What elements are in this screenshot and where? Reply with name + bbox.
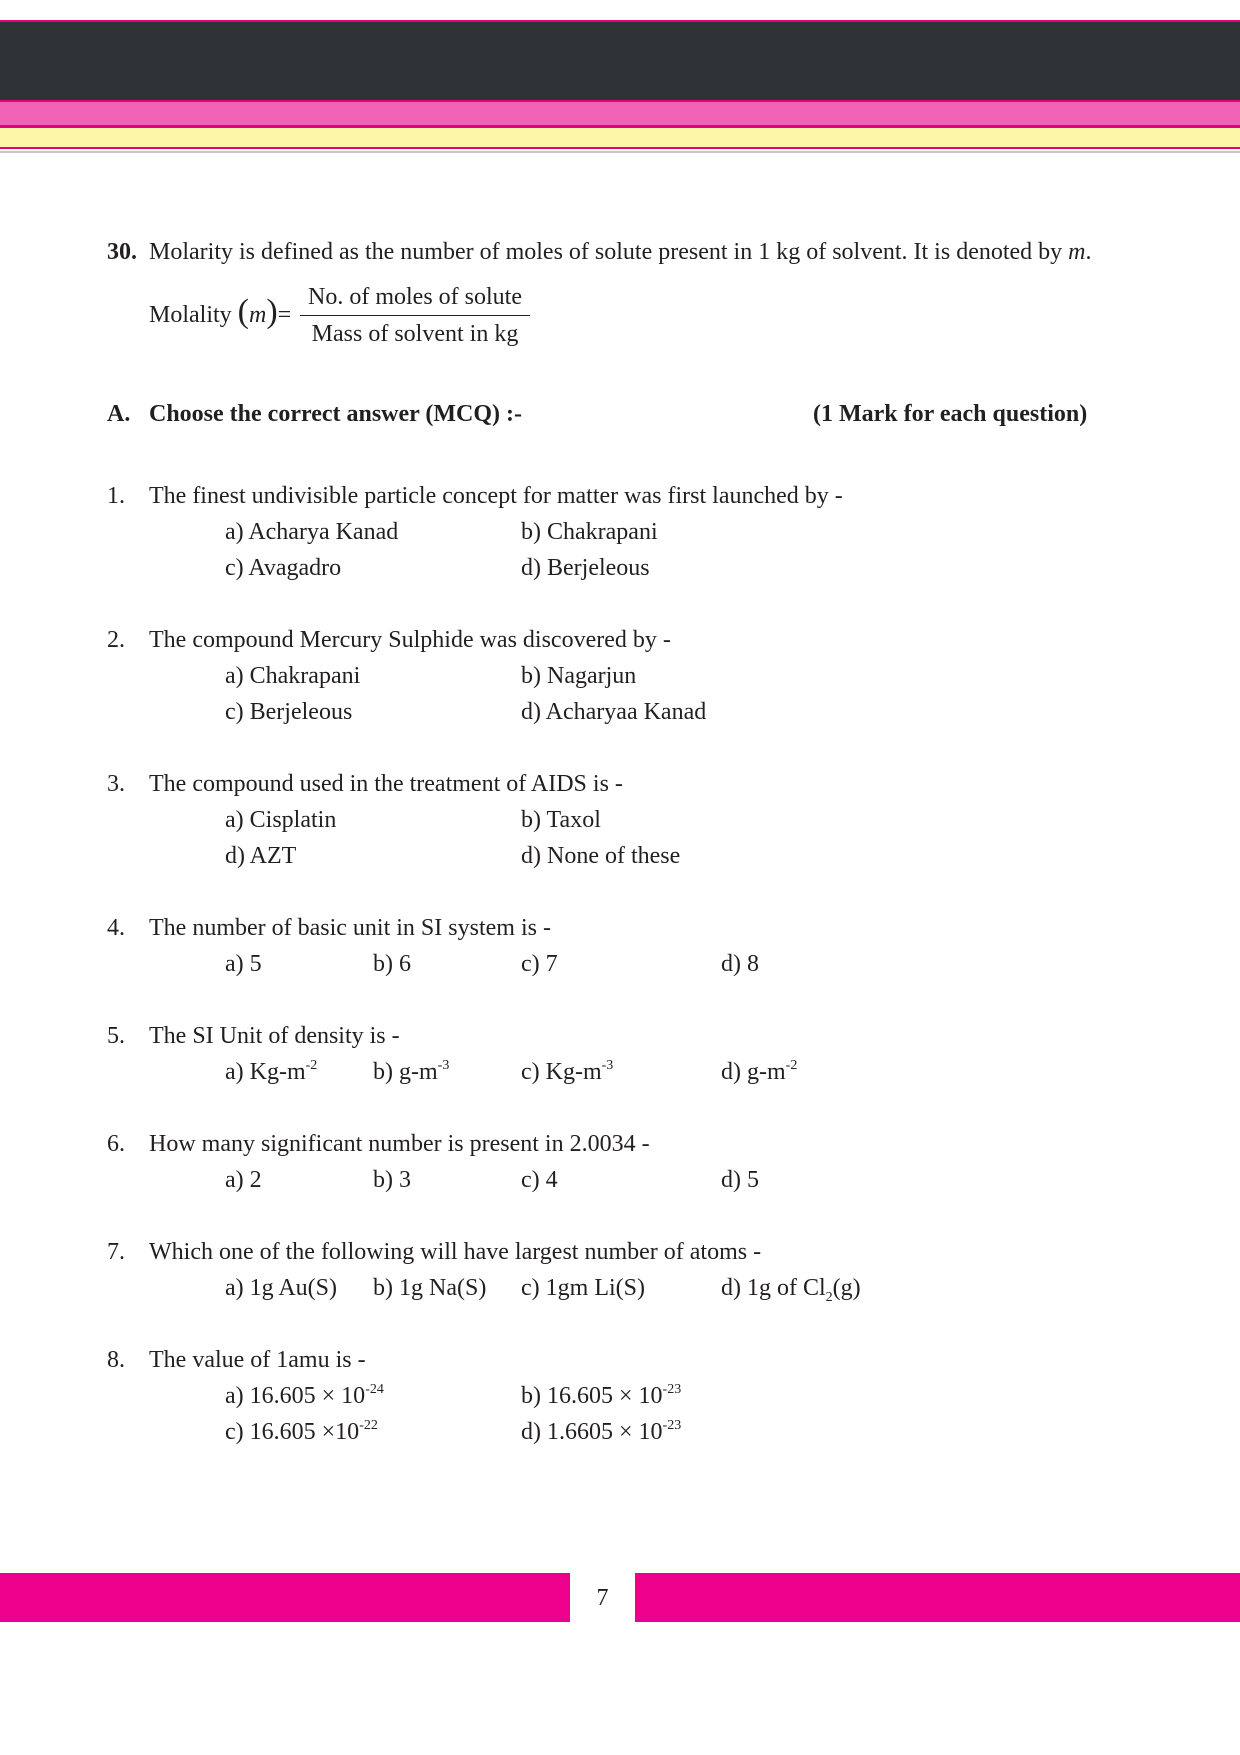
option: d) AZT xyxy=(225,843,297,869)
option: b) 6 xyxy=(373,951,411,977)
option-base: b) 16.605 × 10 xyxy=(521,1383,663,1409)
option: d) Acharyaa Kanad xyxy=(521,699,707,725)
question-number: 2. xyxy=(107,627,125,653)
option-exponent: -24 xyxy=(365,1382,384,1397)
header-pink-band xyxy=(0,102,1240,125)
option-exponent: -3 xyxy=(601,1058,614,1073)
question-text: The value of 1amu is - xyxy=(149,1347,366,1373)
intro-period: . xyxy=(1085,239,1092,265)
section-title: Choose the correct answer (MCQ) :- xyxy=(149,401,522,427)
question-text: The SI Unit of density is - xyxy=(149,1023,400,1049)
footer-band-right xyxy=(635,1573,1240,1622)
intro-text xyxy=(149,237,1092,267)
option: c) Berjeleous xyxy=(225,699,353,725)
option xyxy=(521,1057,613,1087)
option xyxy=(721,1057,797,1087)
option: b) Chakrapani xyxy=(521,519,658,545)
option: a) 2 xyxy=(225,1167,262,1193)
option-base: c) 16.605 ×10 xyxy=(225,1419,360,1445)
option: a) Cisplatin xyxy=(225,807,337,833)
question-text: The compound used in the treatment of AIDS is - xyxy=(149,771,623,797)
option-base: d) g-m xyxy=(721,1059,786,1085)
intro-sentence: Molarity is defined as the number of moles of solute present in 1 kg of solvent. It is denoted by xyxy=(149,239,1063,265)
option-base: c) Kg-m xyxy=(521,1059,602,1085)
option-exponent: -23 xyxy=(662,1382,682,1397)
question-number: 3. xyxy=(107,771,125,797)
option-exponent: -2 xyxy=(305,1058,318,1073)
option: b) 3 xyxy=(373,1167,411,1193)
formula-label: Molality xyxy=(149,302,232,328)
option: c) 1gm Li(S) xyxy=(521,1275,645,1301)
option-exponent: -3 xyxy=(437,1058,450,1073)
fraction-denominator: Mass of solvent in kg xyxy=(311,321,519,347)
option xyxy=(373,1057,449,1087)
option: c) 4 xyxy=(521,1167,558,1193)
header-yellow-band xyxy=(0,128,1240,147)
question-number: 4. xyxy=(107,915,125,941)
option xyxy=(521,1381,681,1411)
intro-number: 30. xyxy=(107,239,137,265)
formula-lhs: Molality (m)= xyxy=(149,293,292,330)
question-number: 5. xyxy=(107,1023,125,1049)
header-dark-band xyxy=(0,22,1240,100)
option-exponent: -2 xyxy=(785,1058,798,1073)
section-marks: (1 Mark for each question) xyxy=(813,401,1088,427)
option xyxy=(225,1417,378,1447)
molality-fraction xyxy=(300,282,530,349)
option: b) Nagarjun xyxy=(521,663,637,689)
option: d) 8 xyxy=(721,951,759,977)
formula-var: m xyxy=(249,302,267,328)
question-text: The number of basic unit in SI system is - xyxy=(149,915,551,941)
option: a) Chakrapani xyxy=(225,663,361,689)
option-exponent: -23 xyxy=(662,1418,682,1433)
option xyxy=(721,1273,861,1303)
intro-symbol: m xyxy=(1068,239,1086,265)
question-text: The finest undivisible particle concept for matter was first launched by - xyxy=(149,483,843,509)
option: c) 7 xyxy=(521,951,558,977)
option-subscript: 2 xyxy=(825,1290,833,1305)
option: a) Acharya Kanad xyxy=(225,519,399,545)
question-text: Which one of the following will have largest number of atoms - xyxy=(149,1239,762,1265)
option xyxy=(225,1057,317,1087)
question-number: 1. xyxy=(107,483,125,509)
formula-equals: = xyxy=(277,302,292,328)
option: a) 5 xyxy=(225,951,262,977)
option-base: d) 1.6605 × 10 xyxy=(521,1419,663,1445)
header-gray-line xyxy=(0,151,1240,153)
page-number: 7 xyxy=(596,1585,609,1611)
question-number: 6. xyxy=(107,1131,125,1157)
option: b) 1g Na(S) xyxy=(373,1275,487,1301)
question-number: 7. xyxy=(107,1239,125,1265)
option: d) Berjeleous xyxy=(521,555,650,581)
option-tail: (g) xyxy=(832,1275,861,1301)
option: b) Taxol xyxy=(521,807,601,833)
option xyxy=(521,1417,681,1447)
footer-band-left xyxy=(0,1573,570,1622)
question-text: How many significant number is present in 2.0034 - xyxy=(149,1131,650,1157)
option: a) 1g Au(S) xyxy=(225,1275,337,1301)
option-base: a) 16.605 × 10 xyxy=(225,1383,366,1409)
question-number: 8. xyxy=(107,1347,125,1373)
question-text: The compound Mercury Sulphide was discovered by - xyxy=(149,627,671,653)
option: d) 5 xyxy=(721,1167,759,1193)
section-letter: A. xyxy=(107,401,131,427)
fraction-numerator: No. of moles of solute xyxy=(300,282,530,316)
option xyxy=(225,1381,384,1411)
option: c) Avagadro xyxy=(225,555,342,581)
option: d) None of these xyxy=(521,843,681,869)
option-base: a) Kg-m xyxy=(225,1059,306,1085)
header-line xyxy=(0,147,1240,149)
option-exponent: -22 xyxy=(359,1418,378,1433)
option-base: d) 1g of Cl xyxy=(721,1275,826,1301)
option-base: b) g-m xyxy=(373,1059,438,1085)
